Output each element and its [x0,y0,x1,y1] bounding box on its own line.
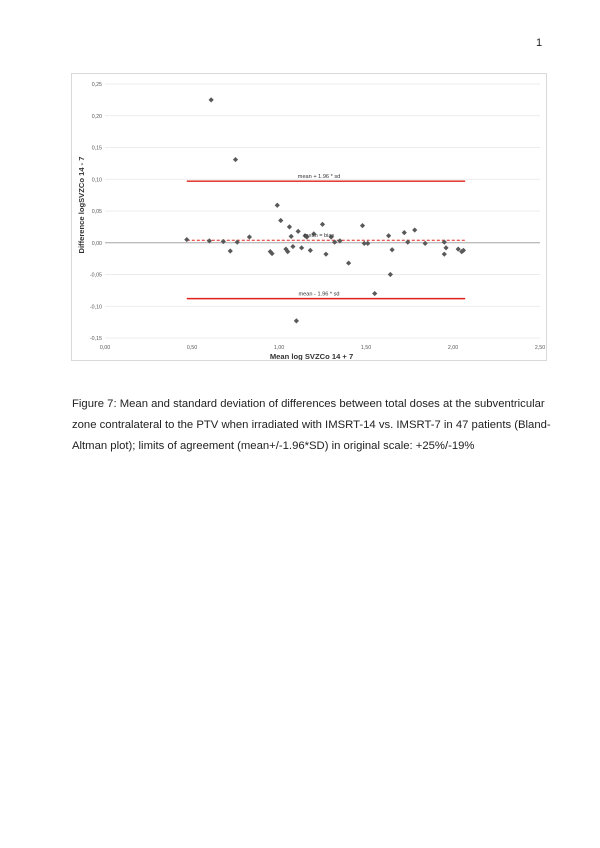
y-tick-label: -0,05 [89,272,102,279]
data-point [442,252,447,257]
data-point [287,224,292,229]
x-tick-label: 1,50 [360,345,372,351]
data-point [390,247,395,252]
data-point [296,229,301,234]
data-point [323,252,328,257]
x-tick-label: 0,50 [186,345,198,351]
bias-label: mean = bias [303,233,335,240]
data-point [360,223,365,228]
upper-limit-label: mean + 1.96 * sd [297,174,341,181]
data-point [443,245,448,250]
data-point [346,260,351,265]
y-axis-title: Difference logSVZCo 14 - 7 [77,156,86,254]
data-point [221,239,226,244]
data-point [290,244,295,249]
y-tick-label: -0,10 [89,304,102,311]
figure-caption: Figure 7: Mean and standard deviation of differences between total doses at the subventricular zone contralateral to the PTV when irradiated with IMSRT-14 vs. IMSRT-7 in 47 patients (Bland-Altman plot); limits of agreement (mean+/-1.96*SD) in original scale: +25%/-19% [72,398,551,452]
data-point [299,245,304,250]
data-point [184,237,189,242]
y-tick-label: 0,15 [91,145,102,152]
y-tick-label: 0,20 [91,113,102,120]
y-tick-label: -0,15 [89,336,102,342]
y-tick-label: 0,10 [91,177,102,184]
lower-limit-label: mean - 1.96 * sd [298,291,340,298]
data-point [412,227,417,232]
data-point [386,233,391,238]
y-tick-label: 0,25 [91,82,102,88]
data-point [402,230,407,235]
data-point [320,222,325,227]
x-axis-title: Mean log SVZCo 14 + 7 [269,352,354,360]
data-point [275,203,280,208]
x-tick-label: 1,00 [273,345,285,351]
data-point [372,291,377,296]
data-point [278,218,283,223]
x-tick-label: 0,00 [99,345,111,351]
page-number: 1 [536,37,543,49]
x-tick-label: 2,50 [534,345,546,351]
data-point [289,234,294,239]
data-point [308,248,313,253]
data-point [423,241,428,246]
y-tick-label: 0,05 [91,209,102,215]
y-tick-label: 0,00 [91,240,102,247]
data-point [388,272,393,277]
data-point [233,157,238,162]
data-point [247,234,252,239]
data-point [365,241,370,246]
data-point [294,318,299,323]
data-point [209,97,214,102]
chart-plot-area [72,74,546,360]
data-point [228,248,233,253]
x-tick-label: 2,00 [447,345,459,351]
bland-altman-chart [71,73,547,361]
